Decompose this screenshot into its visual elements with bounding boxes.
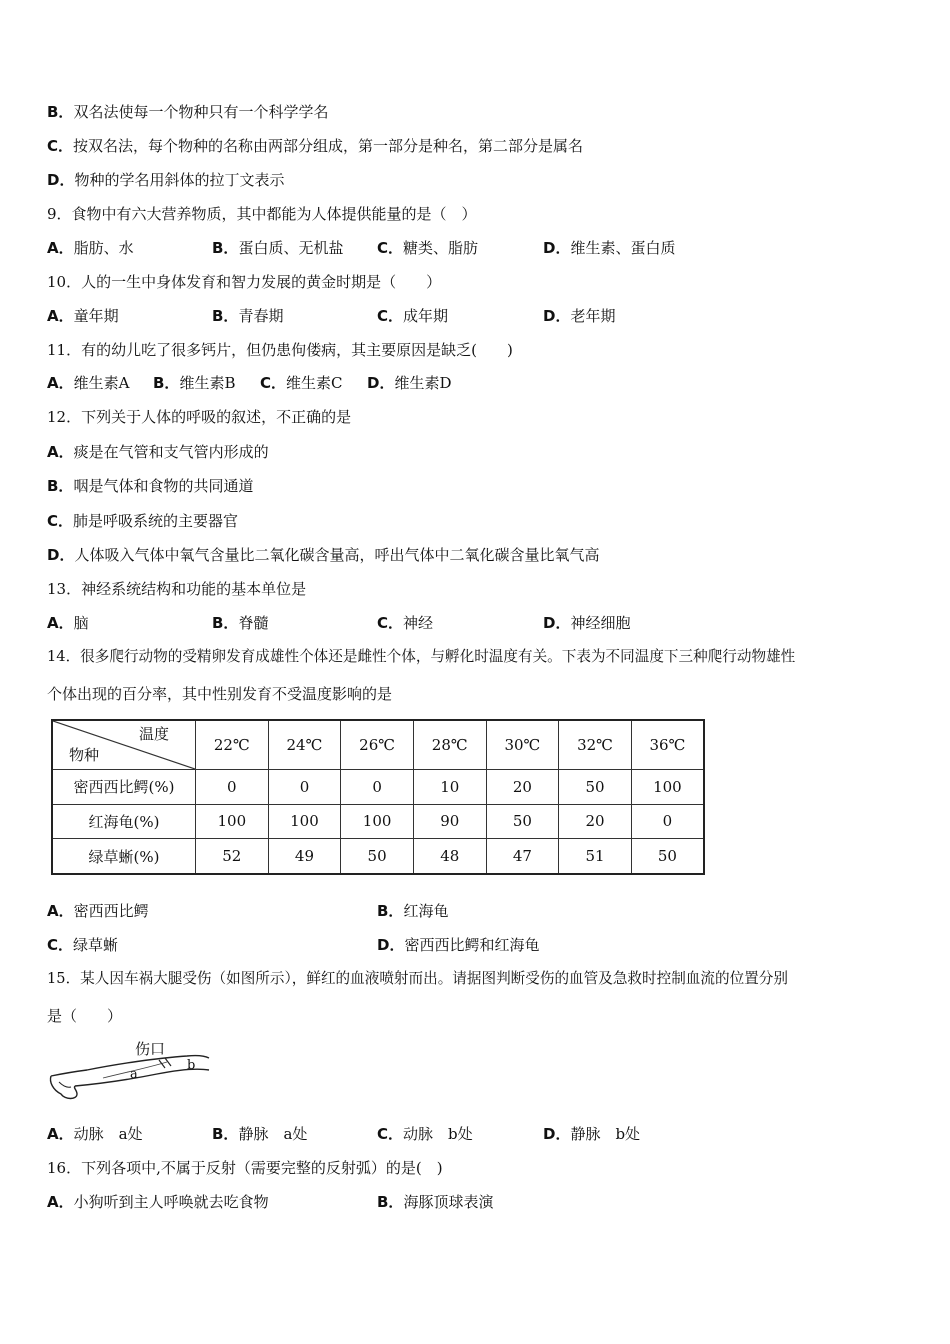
option-text: 静脉 a处 (238, 1125, 308, 1143)
q11-option-c (260, 373, 343, 393)
value-cell: 100 (341, 804, 414, 839)
leg-drawing (47, 1038, 217, 1110)
q10-option-b (212, 306, 283, 326)
option-text: 糖类、脂肪 (403, 239, 479, 257)
species-cell: 密西西比鳄(%) (52, 770, 196, 805)
q15-option-d (543, 1124, 640, 1144)
q12-stem: 12．下列关于人体的呼吸的叙述，不正确的是 (47, 408, 352, 426)
value-cell: 0 (268, 770, 341, 805)
q8-option-c (47, 136, 583, 156)
q9-option-c (377, 238, 478, 258)
q12-option-b (47, 476, 253, 496)
value-cell: 100 (631, 770, 704, 805)
value-cell: 51 (559, 839, 632, 874)
value-cell: 47 (486, 839, 559, 874)
q13-option-b (212, 613, 268, 633)
value-cell: 0 (341, 770, 414, 805)
option-letter: A． (47, 1125, 74, 1143)
q16-option-b (377, 1192, 493, 1212)
value-cell: 50 (631, 839, 704, 874)
option-letter: D． (543, 614, 571, 632)
option-letter: C． (377, 239, 404, 257)
value-cell: 52 (196, 839, 269, 874)
option-letter: A． (47, 1193, 74, 1211)
option-letter: B． (153, 374, 180, 392)
q10-stem: 10．人的一生中身体发育和智力发展的黄金时期是（ ） (47, 273, 442, 291)
option-text: 静脉 b处 (570, 1125, 641, 1143)
option-text: 神经细胞 (570, 614, 631, 632)
option-letter: B． (47, 103, 74, 121)
q9-option-d (543, 238, 675, 258)
temp-header-cell: 28℃ (413, 720, 486, 770)
value-cell: 50 (486, 804, 559, 839)
option-letter: A． (47, 614, 74, 632)
table-row (52, 770, 704, 805)
value-cell: 0 (631, 804, 704, 839)
q9-stem: 9．食物中有六大营养物质，其中都能为人体提供能量的是（ ） (47, 205, 477, 223)
option-letter: C． (47, 137, 74, 155)
q13-option-d (543, 613, 630, 633)
value-cell: 100 (268, 804, 341, 839)
option-text: 双名法使每一个物种只有一个科学学名 (73, 103, 329, 121)
label-a: a (130, 1067, 138, 1082)
value-cell: 90 (413, 804, 486, 839)
table-row (52, 839, 704, 874)
option-text: 红海龟 (403, 902, 449, 920)
q12-option-d (47, 545, 599, 565)
value-cell: 100 (196, 804, 269, 839)
option-text: 老年期 (570, 307, 616, 325)
option-text: 维生素、蛋白质 (570, 239, 676, 257)
option-letter: B． (212, 239, 239, 257)
option-text: 维生素A (73, 374, 130, 392)
option-text: 脊髓 (238, 614, 269, 632)
option-letter: D． (543, 1125, 571, 1143)
option-text: 痰是在气管和支气管内形成的 (73, 443, 269, 461)
option-letter: B． (212, 307, 239, 325)
q14-option-b (377, 901, 448, 921)
temp-header-cell: 24℃ (268, 720, 341, 770)
option-letter: D． (47, 171, 75, 189)
q15-option-b (212, 1124, 307, 1144)
option-text: 脑 (73, 614, 89, 632)
q12-option-a (47, 442, 269, 462)
value-cell: 20 (559, 804, 632, 839)
option-text: 肺是呼吸系统的主要器官 (73, 512, 239, 530)
table-row (52, 804, 704, 839)
q15-stem-line2: 是（ ） (47, 1007, 123, 1025)
option-text: 动脉 a处 (73, 1125, 143, 1143)
q16-option-a (47, 1192, 269, 1212)
q10-option-d (543, 306, 615, 326)
q8-option-b (47, 102, 328, 122)
option-text: 咽是气体和食物的共同通道 (73, 477, 254, 495)
q8-option-d (47, 170, 284, 190)
q10-option-c (377, 306, 448, 326)
value-cell: 0 (196, 770, 269, 805)
option-letter: C． (260, 374, 287, 392)
q10-option-a (47, 306, 119, 326)
option-letter: C． (377, 307, 404, 325)
wound-label: 伤口 (135, 1040, 166, 1058)
option-letter: C． (377, 1125, 404, 1143)
option-letter: A． (47, 374, 74, 392)
q14-stem-line1: 14．很多爬行动物的受精卵发育成雄性个体还是雌性个体，与孵化时温度有关。下表为不同温度下三种爬行动物雄性 (47, 648, 796, 665)
corner-label-species: 物种 (69, 746, 100, 764)
option-text: 物种的学名用斜体的拉丁文表示 (74, 171, 285, 189)
q14-stem-line2: 个体出现的百分率，其中性别发育不受温度影响的是 (47, 685, 393, 703)
value-cell: 20 (486, 770, 559, 805)
value-cell: 48 (413, 839, 486, 874)
option-text: 童年期 (73, 307, 119, 325)
option-text: 人体吸入气体中氧气含量比二氧化碳含量高，呼出气体中二氧化碳含量比氧气高 (74, 546, 600, 564)
option-letter: A． (47, 443, 74, 461)
temp-header-cell: 36℃ (631, 720, 704, 770)
option-letter: D． (543, 239, 571, 257)
value-cell: 49 (268, 839, 341, 874)
option-letter: B． (377, 902, 404, 920)
option-letter: A． (47, 239, 74, 257)
q15-stem-line1: 15．某人因车祸大腿受伤（如图所示），鲜红的血液喷射而出。请据图判断受伤的血管及急救时控制血流的位置分别 (47, 970, 788, 987)
option-text: 神经 (403, 614, 434, 632)
option-text: 海豚顶球表演 (403, 1193, 494, 1211)
option-letter: B． (212, 614, 239, 632)
option-letter: D． (367, 374, 395, 392)
option-letter: C． (47, 936, 74, 954)
option-text: 维生素C (286, 374, 343, 392)
q9-option-b (212, 238, 343, 258)
option-letter: C． (47, 512, 74, 530)
option-text: 小狗听到主人呼唤就去吃食物 (73, 1193, 269, 1211)
option-letter: C． (377, 614, 404, 632)
option-text: 维生素D (394, 374, 452, 392)
option-text: 蛋白质、无机盐 (238, 239, 344, 257)
q13-option-c (377, 613, 433, 633)
corner-label-temperature: 温度 (138, 725, 169, 743)
option-text: 脂肪、水 (73, 239, 134, 257)
value-cell: 10 (413, 770, 486, 805)
option-text: 密西西比鳄 (73, 902, 149, 920)
q14-option-d (377, 935, 539, 955)
temperature-table (51, 719, 705, 875)
option-letter: B． (212, 1125, 239, 1143)
option-letter: D． (47, 546, 75, 564)
option-text: 按双名法，每个物种的名称由两部分组成，第一部分是种名，第二部分是属名 (73, 137, 584, 155)
option-text: 青春期 (238, 307, 284, 325)
species-cell: 绿草蜥(%) (52, 839, 196, 874)
option-letter: A． (47, 902, 74, 920)
q15-option-c (377, 1124, 473, 1144)
label-b: b (187, 1058, 196, 1073)
species-cell: 红海龟(%) (52, 804, 196, 839)
diagonal-header (53, 721, 195, 769)
q9-option-a (47, 238, 134, 258)
option-text: 动脉 b处 (403, 1125, 473, 1143)
value-cell: 50 (341, 839, 414, 874)
option-text: 维生素B (179, 374, 236, 392)
option-letter: D． (543, 307, 571, 325)
value-cell: 50 (559, 770, 632, 805)
q11-option-b (153, 373, 235, 393)
q11-stem: 11．有的幼儿吃了很多钙片，但仍患佝偻病，其主要原因是缺乏( ) (47, 341, 513, 359)
q16-stem: 16．下列各项中,不属于反射（需要完整的反射弧）的是( ) (47, 1159, 443, 1177)
table-header-row (52, 720, 704, 770)
q11-option-a (47, 373, 129, 393)
temp-header-cell: 22℃ (196, 720, 269, 770)
option-letter: B． (377, 1193, 404, 1211)
option-letter: A． (47, 307, 74, 325)
q15-option-a (47, 1124, 143, 1144)
q14-option-a (47, 901, 149, 921)
option-text: 密西西比鳄和红海龟 (404, 936, 540, 954)
temp-header-cell: 32℃ (559, 720, 632, 770)
leg-wound-figure (47, 1038, 217, 1110)
option-letter: D． (377, 936, 405, 954)
option-text: 成年期 (403, 307, 449, 325)
q13-option-a (47, 613, 89, 633)
option-text: 绿草蜥 (73, 936, 119, 954)
q12-option-c (47, 511, 238, 531)
temp-header-cell: 26℃ (341, 720, 414, 770)
option-letter: B． (47, 477, 74, 495)
q14-option-c (47, 935, 118, 955)
q11-option-d (367, 373, 451, 393)
temp-header-cell: 30℃ (486, 720, 559, 770)
table-corner-cell (52, 720, 196, 770)
q13-stem: 13．神经系统结构和功能的基本单位是 (47, 580, 307, 598)
